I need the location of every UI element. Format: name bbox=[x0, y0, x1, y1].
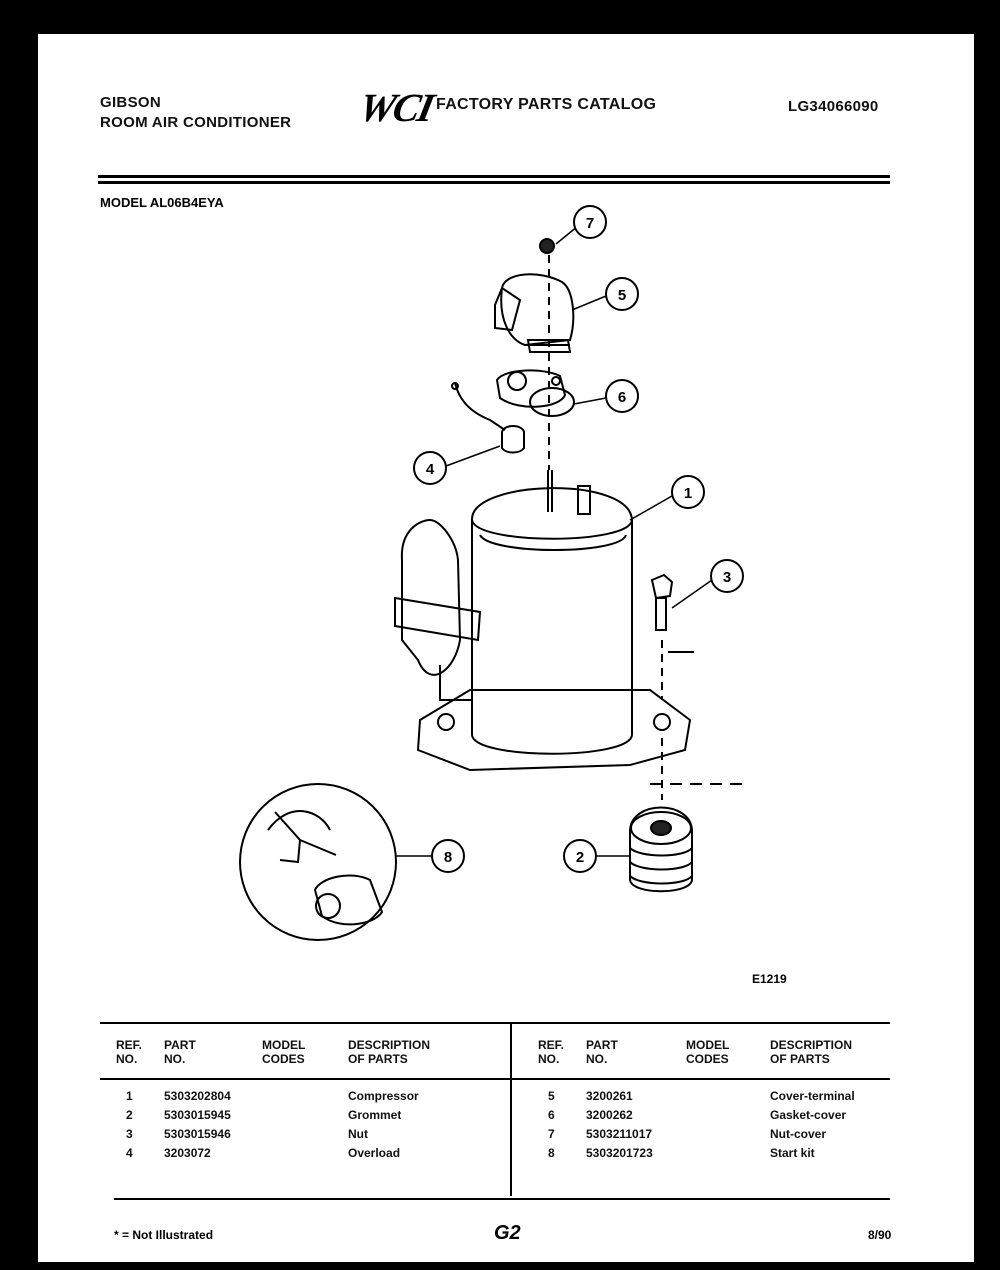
callout-8: 8 bbox=[443, 849, 453, 866]
table-cell-part: 5303015945 bbox=[164, 1108, 231, 1122]
header-part-no-right: PART NO. bbox=[586, 1038, 618, 1066]
figure-code: E1219 bbox=[752, 972, 787, 986]
catalog-number: LG34066090 bbox=[788, 98, 879, 115]
table-cell-part: 5303202804 bbox=[164, 1089, 231, 1103]
table-cell-desc: Grommet bbox=[348, 1108, 402, 1122]
table-cell-ref: 8 bbox=[548, 1146, 555, 1160]
table-cell-desc: Gasket-cover bbox=[770, 1108, 847, 1122]
table-rule-bottom bbox=[114, 1198, 890, 1200]
table-cell-ref: 4 bbox=[126, 1146, 133, 1160]
compressor-part bbox=[395, 470, 693, 770]
callout-2: 2 bbox=[575, 849, 585, 866]
table-rule-header bbox=[100, 1078, 890, 1080]
table-cell-ref: 7 bbox=[548, 1127, 555, 1141]
callout-5: 5 bbox=[617, 287, 627, 304]
terminal-cover-part bbox=[495, 274, 573, 352]
table-cell-desc: Nut-cover bbox=[770, 1127, 827, 1141]
header-description-right: DESCRIPTION OF PARTS bbox=[770, 1038, 853, 1066]
callout-1: 1 bbox=[683, 485, 693, 502]
table-rule-top bbox=[100, 1022, 890, 1024]
table-cell-ref: 5 bbox=[548, 1089, 555, 1103]
table-cell-ref: 3 bbox=[126, 1127, 133, 1141]
callout-3: 3 bbox=[722, 569, 732, 586]
start-kit-part bbox=[240, 784, 396, 940]
header-ref-no-left: REF. NO. bbox=[116, 1038, 143, 1066]
table-cell-part: 5303211017 bbox=[586, 1127, 653, 1141]
callout-6: 6 bbox=[617, 389, 627, 406]
callout-7: 7 bbox=[585, 215, 595, 232]
table-cell-part: 5303201723 bbox=[586, 1146, 653, 1160]
callout-4: 4 bbox=[425, 461, 435, 478]
header-description-left: DESCRIPTION OF PARTS bbox=[348, 1038, 431, 1066]
header-part-no-left: PART NO. bbox=[164, 1038, 196, 1066]
header-model-codes-right: MODEL CODES bbox=[686, 1038, 730, 1066]
table-cell-part: 3200261 bbox=[586, 1089, 633, 1103]
table-cell-desc: Overload bbox=[348, 1146, 401, 1160]
table-cell-part: 3203072 bbox=[164, 1146, 211, 1160]
table-cell-ref: 1 bbox=[126, 1089, 133, 1103]
brand-name: GIBSON bbox=[100, 94, 161, 111]
not-illustrated-note: * = Not Illustrated bbox=[114, 1228, 214, 1242]
table-cell-desc: Start kit bbox=[770, 1146, 815, 1160]
page-number: G2 bbox=[494, 1222, 521, 1244]
leader-4 bbox=[446, 446, 500, 466]
overload-part bbox=[452, 383, 524, 453]
bolt-part bbox=[652, 575, 672, 630]
table-divider bbox=[510, 1024, 512, 1196]
model-label: MODEL AL06B4EYA bbox=[100, 195, 224, 210]
gasket-cover-part bbox=[497, 370, 574, 416]
leader-5 bbox=[572, 296, 606, 310]
table-cell-desc: Nut bbox=[348, 1127, 368, 1141]
table-cell-part: 3200262 bbox=[586, 1108, 633, 1122]
leader-1 bbox=[630, 496, 672, 520]
product-name: ROOM AIR CONDITIONER bbox=[100, 114, 292, 131]
nut-cover-part bbox=[540, 239, 554, 253]
header-model-codes-left: MODEL CODES bbox=[262, 1038, 306, 1066]
leader-6 bbox=[574, 398, 606, 404]
table-cell-desc: Cover-terminal bbox=[770, 1089, 855, 1103]
table-cell-ref: 6 bbox=[548, 1108, 555, 1122]
catalog-title: FACTORY PARTS CATALOG bbox=[436, 96, 657, 113]
leader-3 bbox=[672, 580, 712, 608]
revision-date: 8/90 bbox=[868, 1228, 892, 1242]
wci-logo: WCI bbox=[355, 85, 437, 130]
header-ref-no-right: REF. NO. bbox=[538, 1038, 565, 1066]
grommet-part bbox=[630, 808, 692, 892]
table-cell-ref: 2 bbox=[126, 1108, 133, 1122]
table-cell-desc: Compressor bbox=[348, 1089, 419, 1103]
table-cell-part: 5303015946 bbox=[164, 1127, 231, 1141]
